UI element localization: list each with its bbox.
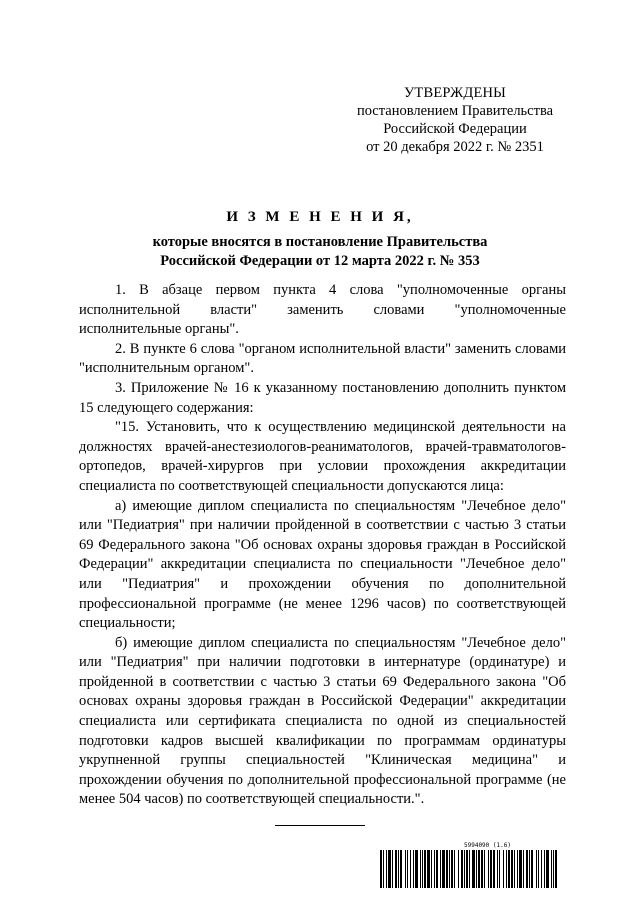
- barcode-bar: [553, 850, 554, 888]
- barcode-bar: [446, 850, 448, 888]
- barcode-bar: [514, 850, 515, 888]
- barcode-bar: [551, 850, 552, 888]
- barcode-bar: [519, 850, 522, 888]
- barcode-bar: [472, 850, 475, 888]
- paragraph-5: а) имеющие диплом специалиста по специальностям "Лечебное дело" или "Педиатрия" при наличии пройденной в соответствии с частью 3 статьи 69 Федерального закона "Об основах охраны здоровья граждан в Российской Федерации" аккредитации специалиста по специальности "Лечебное дело" или "Педиатрия" и прохождении обучения по дополнительной профессиональной программе (не менее 1296 часов) по соответствующей специальности;: [79, 497, 566, 632]
- barcode-bar: [497, 850, 498, 888]
- barcode-bar: [555, 850, 557, 888]
- barcode-bar: [523, 850, 524, 888]
- barcode-bar: [466, 850, 468, 888]
- barcode-bar: [380, 850, 382, 888]
- paragraph-6: б) имеющие диплом специалиста по специальностям "Лечебное дело" или "Педиатрия" при наличии подготовки в интернатуре (ординатуре) и пройденной в соответствии с частью 3 статьи 69 Федерального закона "Об основах охраны здоровья граждан в Российской Федерации" аккредитации специалиста или сертификата специалиста по одной из специальностей подготовки кадров высшей квалификации по программам ординатуры укрупненной группы специальностей "Клиническая медицина" и прохождении обучения по дополнительной профессиональной программе (не менее 504 часов) по соответствующей специальности.".: [79, 634, 566, 808]
- barcode-bar: [511, 850, 513, 888]
- paragraph-2: 2. В пункте 6 слова "органом исполнительной власти" заменить словами "исполнительным органом".: [79, 340, 566, 377]
- barcode-bar: [395, 850, 397, 888]
- document-body: [79, 281, 566, 810]
- barcode-bar: [422, 850, 423, 888]
- barcode-bar: [508, 850, 510, 888]
- approval-line-2: Российской Федерации: [383, 121, 527, 137]
- document-title: И З М Е Н Е Н И Я,: [226, 209, 414, 225]
- paragraph-3: 3. Приложение № 16 к указанному постановлению дополнить пунктом 15 следующего содержания:: [79, 379, 566, 416]
- barcode-bar: [398, 850, 399, 888]
- barcode-bar: [461, 850, 463, 888]
- paragraph-1: 1. В абзаце первом пункта 4 слова "уполномоченные органы исполнительной власти" заменить словами "уполномоченные исполнительные органы".: [79, 282, 566, 338]
- barcode-bar: [536, 850, 537, 888]
- subtitle-line-2: Российской Федерации от 12 марта 2022 г. № 353: [160, 252, 480, 269]
- end-divider: [275, 825, 365, 826]
- barcode-bar: [458, 850, 459, 888]
- barcode-bar: [484, 850, 485, 888]
- barcode-bar: [420, 850, 421, 888]
- barcode-bar: [488, 850, 489, 888]
- barcode-bar: [454, 850, 455, 888]
- barcode-bar: [464, 850, 465, 888]
- barcode-bar: [405, 850, 406, 888]
- barcode-bar: [478, 850, 480, 888]
- barcode-bar: [531, 850, 533, 888]
- barcode-bar: [490, 850, 492, 888]
- barcode-bar: [506, 850, 507, 888]
- barcode-bar: [415, 850, 418, 888]
- subtitle-line-1: которые вносятся в постановление Правительства: [152, 234, 488, 250]
- barcode-bar: [442, 850, 445, 888]
- barcode-bar: [383, 850, 384, 888]
- approval-line-1: постановлением Правительства: [356, 103, 554, 119]
- barcode-bar: [476, 850, 477, 888]
- barcode-bar: [538, 850, 539, 888]
- barcode-bar: [529, 850, 530, 888]
- barcode-bar: [451, 850, 453, 888]
- barcode-bar: [493, 850, 495, 888]
- barcode-bar: [481, 850, 483, 888]
- barcode-bar: [392, 850, 393, 888]
- barcode-bar: [427, 850, 430, 888]
- approval-title: УТВЕРЖДЕНЫ: [403, 85, 507, 101]
- barcode-bar: [503, 850, 504, 888]
- barcode-bar: [424, 850, 426, 888]
- barcode-bar: [517, 850, 518, 888]
- approval-line-3: от 20 декабря 2022 г. № 2351: [366, 139, 544, 155]
- barcode-bar: [434, 850, 435, 888]
- barcode-block: [380, 842, 558, 892]
- approval-stamp: [330, 84, 580, 156]
- barcode-bar: [410, 850, 411, 888]
- barcode-bar: [449, 850, 450, 888]
- barcode-bar: [436, 850, 438, 888]
- barcode-bar: [541, 850, 542, 888]
- document-subtitle: [0, 233, 640, 270]
- barcode-bar: [499, 850, 500, 888]
- barcode-bar: [400, 850, 402, 888]
- paragraph-4: "15. Установить, что к осуществлению медицинской деятельности на должностях врачей-анестезиологов-реаниматологов, врачей-травматологов-ортопедов, врачей-хирургов при условии прохождения аккредитации специалиста по соответствующей специальности допускаются лица:: [79, 419, 566, 494]
- barcode-bar: [413, 850, 414, 888]
- barcode-bar: [431, 850, 432, 888]
- barcode-icon: [380, 850, 558, 888]
- barcode-bar: [388, 850, 391, 888]
- barcode-bar: [526, 850, 528, 888]
- barcode-bar: [546, 850, 549, 888]
- barcode-bar: [407, 850, 408, 888]
- barcode-bar: [469, 850, 470, 888]
- barcode-bar: [544, 850, 545, 888]
- barcode-bar: [386, 850, 387, 888]
- barcode-label: 5994090 (1.6): [464, 842, 511, 849]
- barcode-bar: [440, 850, 441, 888]
